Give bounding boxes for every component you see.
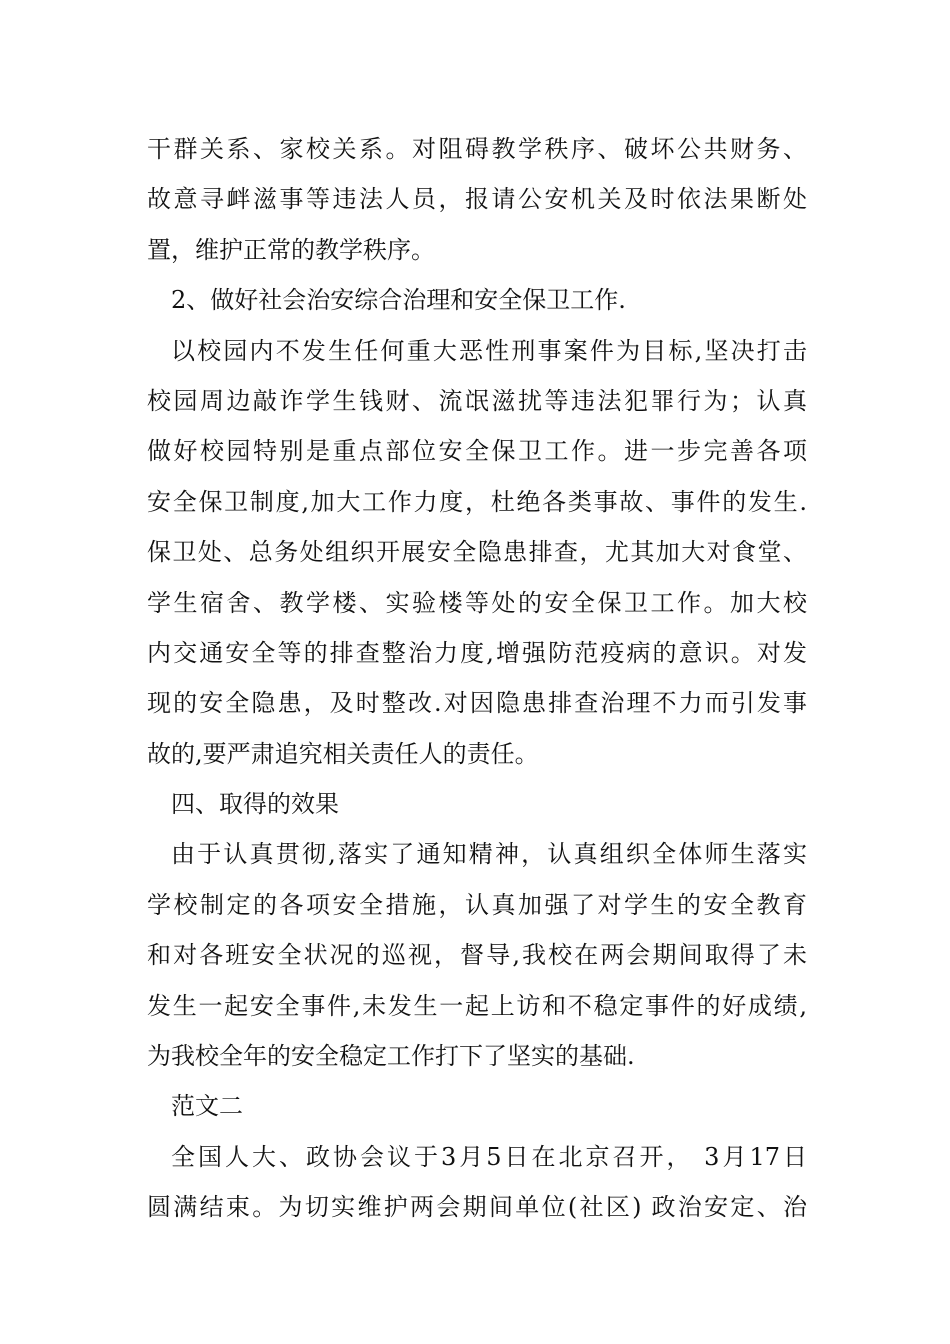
text-line: 保卫处、总务处组织开展安全隐患排查，尤其加大对食堂、 xyxy=(147,538,807,567)
document-body xyxy=(147,124,807,1233)
text-line: 为我校全年的安全稳定工作打下了坚实的基础. xyxy=(147,1042,635,1071)
text-line: 圆满结束。为切实维护两会期间单位(社区) 政治安定、治 xyxy=(147,1193,807,1222)
text-line: 以校园内不发生任何重大恶性刑事案件为目标,坚决打击 xyxy=(171,336,807,365)
text-line: 故的,要严肃追究相关责任人的责任。 xyxy=(147,739,539,768)
text-line: 和对各班安全状况的巡视，督导,我校在两会期间取得了未 xyxy=(147,941,807,970)
text-line: 安全保卫制度,加大工作力度，杜绝各类事故、事件的发生. xyxy=(147,487,807,516)
section-heading: 四、取得的效果 xyxy=(171,790,339,819)
text-line: 校园周边敲诈学生钱财、流氓滋扰等违法犯罪行为；认真 xyxy=(147,386,807,415)
text-line: 干群关系、家校关系。对阻碍教学秩序、破坏公共财务、 xyxy=(147,135,807,163)
text-line: 现的安全隐患，及时整改.对因隐患排查治理不力而引发事 xyxy=(147,689,807,718)
section-heading: 2、做好社会治安综合治理和安全保卫工作. xyxy=(171,286,626,315)
section-heading: 范文二 xyxy=(171,1092,243,1121)
text-line: 故意寻衅滋事等违法人员，报请公安机关及时依法果断处 xyxy=(147,185,807,214)
text-line: 做好校园特别是重点部位安全保卫工作。进一步完善各项 xyxy=(147,437,807,466)
text-line: 置，维护正常的教学秩序。 xyxy=(147,235,435,264)
text-line: 内交通安全等的排查整治力度,增强防范疫病的意识。对发 xyxy=(147,638,807,667)
text-line: 学生宿舍、教学楼、实验楼等处的安全保卫工作。加大校 xyxy=(147,588,807,617)
text-line: 学校制定的各项安全措施，认真加强了对学生的安全教育 xyxy=(147,890,807,919)
text-line: 全国人大、政协会议于3月5日在北京召开， 3月17日 xyxy=(171,1142,807,1171)
text-line: 发生一起安全事件,未发生一起上访和不稳定事件的好成绩, xyxy=(147,991,807,1020)
text-line: 由于认真贯彻,落实了通知精神，认真组织全体师生落实 xyxy=(171,840,807,869)
